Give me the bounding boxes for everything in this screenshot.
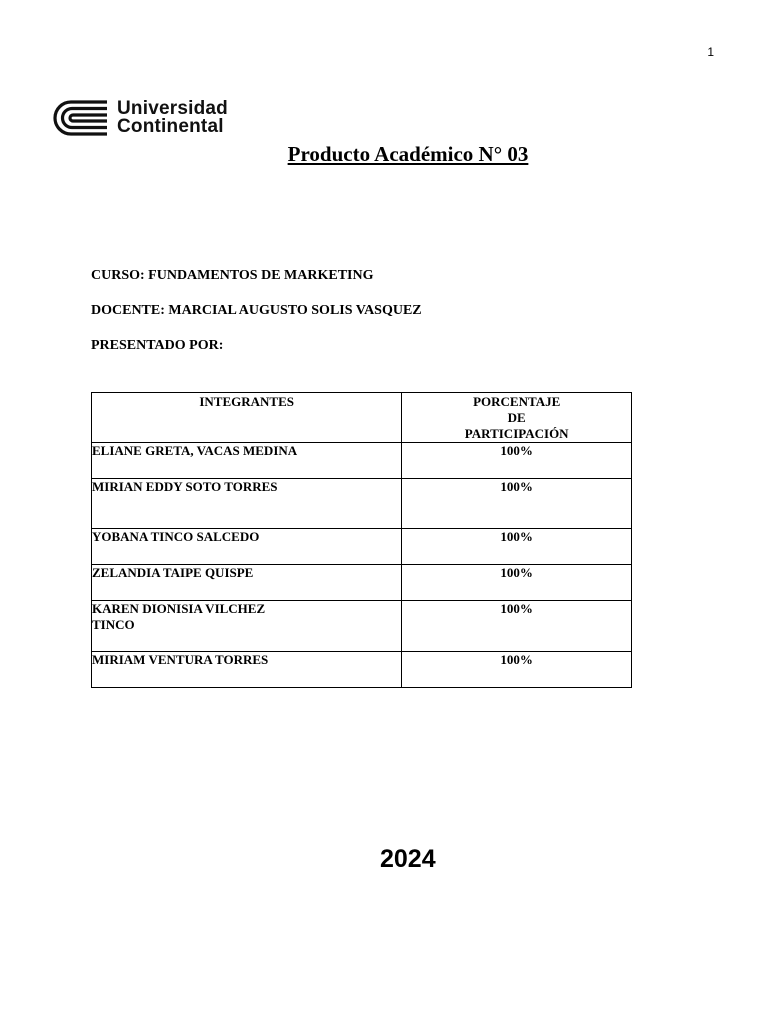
page-number: 1 (707, 45, 714, 59)
table-row (92, 601, 632, 652)
member-percentage: 100% (402, 601, 632, 652)
member-percentage: 100% (402, 652, 632, 688)
course-line: CURSO: FUNDAMENTOS DE MARKETING (91, 268, 374, 283)
table-row (92, 479, 632, 529)
member-name: MIRIAM VENTURA TORRES (92, 652, 402, 688)
document-title: Producto Académico N° 03 (287, 142, 529, 166)
logo-line-2: Continental (117, 116, 224, 137)
member-percentage: 100% (402, 443, 632, 479)
member-name: ELIANE GRETA, VACAS MEDINA (92, 443, 402, 479)
member-name: ZELANDIA TAIPE QUISPE (92, 565, 402, 601)
table-row (92, 443, 632, 479)
logo-text (117, 100, 228, 136)
member-name: KAREN DIONISIA VILCHEZ TINCO (92, 601, 402, 652)
table-row (92, 565, 632, 601)
presented-by-line: PRESENTADO POR: (91, 338, 224, 353)
table-row (92, 529, 632, 565)
table-row (92, 652, 632, 688)
table-header-row (92, 393, 632, 443)
member-name: MIRIAN EDDY SOTO TORRES (92, 479, 402, 529)
header-members: INTEGRANTES (92, 393, 402, 443)
logo-line-1: Universidad (117, 98, 228, 119)
member-percentage: 100% (402, 529, 632, 565)
continental-logo-icon (53, 100, 109, 136)
university-logo (53, 98, 228, 138)
year: 2024 (380, 845, 436, 873)
members-table (91, 392, 632, 688)
member-percentage: 100% (402, 479, 632, 529)
member-name: YOBANA TINCO SALCEDO (92, 529, 402, 565)
member-percentage: 100% (402, 565, 632, 601)
header-percentage: PORCENTAJE DE PARTICIPACIÓN (402, 393, 632, 443)
teacher-line: DOCENTE: MARCIAL AUGUSTO SOLIS VASQUEZ (91, 303, 422, 318)
